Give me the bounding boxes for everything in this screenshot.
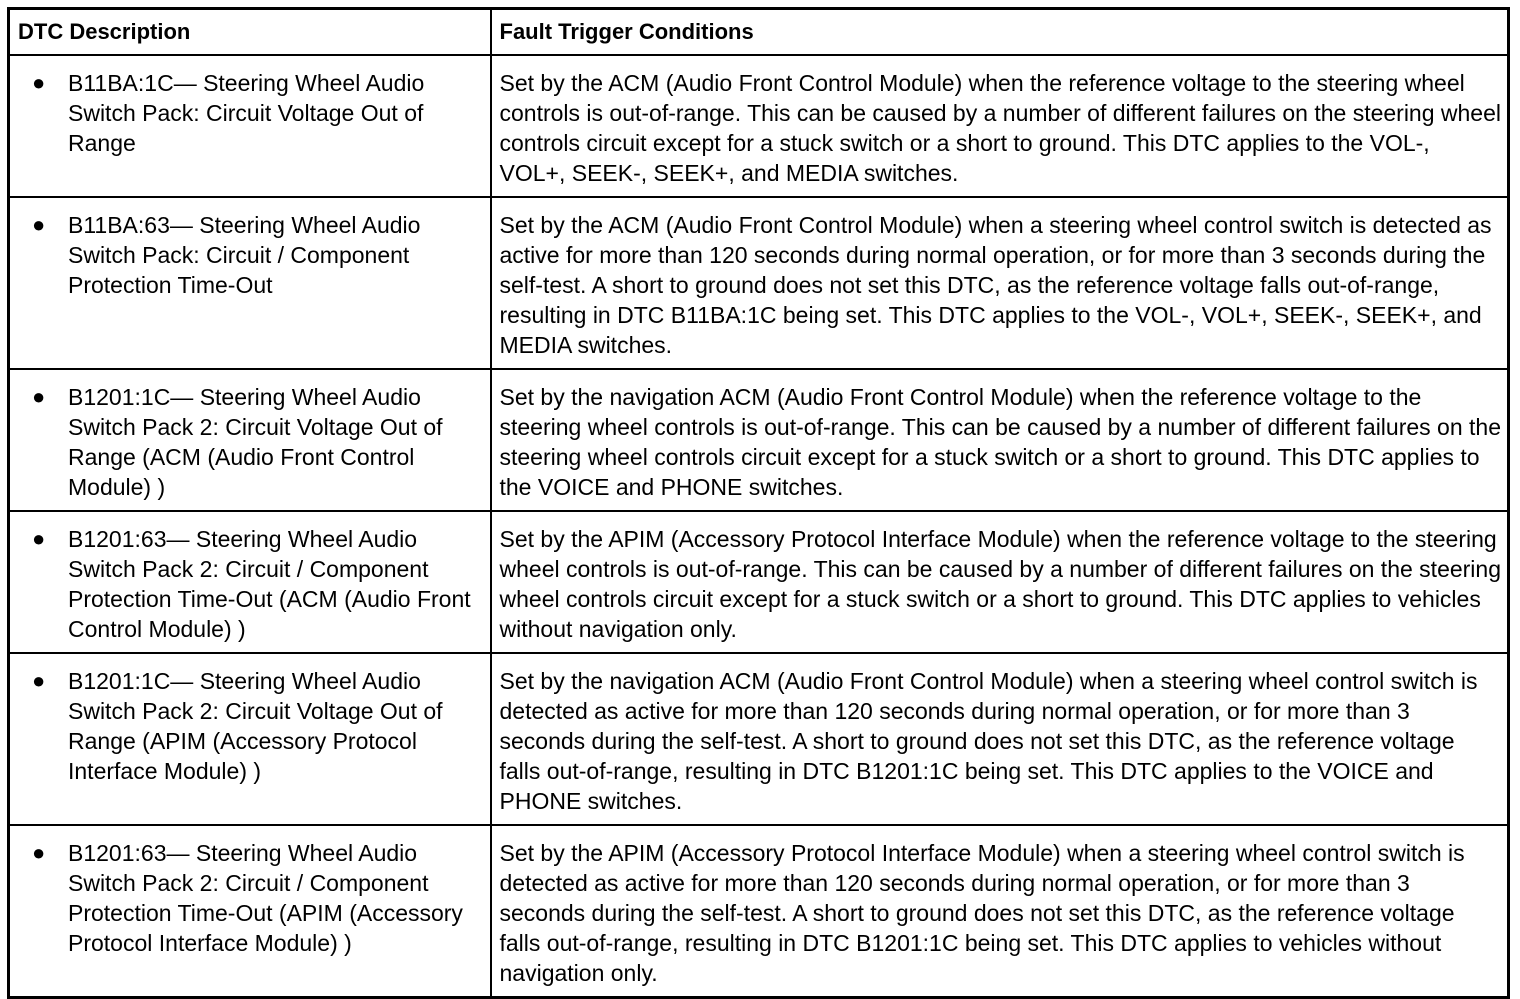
fault-trigger-conditions-cell: Set by the APIM (Accessory Protocol Interface Module) when a steering wheel control switch is detected as active for more than 120 seconds during normal operation, or for more than 3 seconds during the self-test. A short to ground does not set this DTC, as the reference voltage falls out-of-range, resulting in DTC B1201:1C being set. This DTC applies to vehicles without navigation only. bbox=[491, 825, 1509, 998]
dtc-description-cell bbox=[9, 197, 491, 369]
table-row bbox=[9, 511, 1509, 653]
bullet-icon: ● bbox=[32, 668, 46, 693]
bullet-icon: ● bbox=[32, 212, 46, 237]
dtc-description-cell bbox=[9, 511, 491, 653]
dtc-description-text: B1201:63— Steering Wheel Audio Switch Pack 2: Circuit / Component Protection Time-Out (ACM (Audio Front Control Module) ) bbox=[68, 526, 471, 642]
header-dtc-description: DTC Description bbox=[9, 9, 491, 56]
dtc-description-text: B11BA:1C— Steering Wheel Audio Switch Pack: Circuit Voltage Out of Range bbox=[68, 70, 425, 156]
dtc-description-cell bbox=[9, 653, 491, 825]
fault-trigger-conditions-cell: Set by the ACM (Audio Front Control Module) when a steering wheel control switch is detected as active for more than 120 seconds during normal operation, or for more than 3 seconds during the self-test. A short to ground does not set this DTC, as the reference voltage falls out-of-range, resulting in DTC B11BA:1C being set. This DTC applies to the VOL-, VOL+, SEEK-, SEEK+, and MEDIA switches. bbox=[491, 197, 1509, 369]
header-fault-trigger-conditions: Fault Trigger Conditions bbox=[491, 9, 1509, 56]
dtc-description-text: B11BA:63— Steering Wheel Audio Switch Pack: Circuit / Component Protection Time-Out bbox=[68, 212, 421, 298]
bullet-icon: ● bbox=[32, 526, 46, 551]
dtc-description-cell bbox=[9, 369, 491, 511]
dtc-description-cell bbox=[9, 825, 491, 998]
bullet-icon: ● bbox=[32, 384, 46, 409]
dtc-description-cell bbox=[9, 55, 491, 197]
dtc-description-text: B1201:63— Steering Wheel Audio Switch Pack 2: Circuit / Component Protection Time-Out (APIM (Accessory Protocol Interface Module) ) bbox=[68, 840, 463, 956]
dtc-description-text: B1201:1C— Steering Wheel Audio Switch Pack 2: Circuit Voltage Out of Range (APIM (Accessory Protocol Interface Module) ) bbox=[68, 668, 443, 784]
table-row bbox=[9, 653, 1509, 825]
table-header-row bbox=[9, 9, 1509, 56]
table-row bbox=[9, 825, 1509, 998]
fault-trigger-conditions-cell: Set by the ACM (Audio Front Control Module) when the reference voltage to the steering wheel controls is out-of-range. This can be caused by a number of different failures on the steering wheel controls circuit except for a stuck switch or a short to ground. This DTC applies to the VOL-, VOL+, SEEK-, SEEK+, and MEDIA switches. bbox=[491, 55, 1509, 197]
fault-trigger-conditions-cell: Set by the navigation ACM (Audio Front Control Module) when the reference voltage to the steering wheel controls is out-of-range. This can be caused by a number of different failures on the steering wheel controls circuit except for a stuck switch or a short to ground. This DTC applies to the VOICE and PHONE switches. bbox=[491, 369, 1509, 511]
table-row bbox=[9, 197, 1509, 369]
bullet-icon: ● bbox=[32, 840, 46, 865]
fault-trigger-conditions-cell: Set by the navigation ACM (Audio Front Control Module) when a steering wheel control switch is detected as active for more than 120 seconds during normal operation, or for more than 3 seconds during the self-test. A short to ground does not set this DTC, as the reference voltage falls out-of-range, resulting in DTC B1201:1C being set. This DTC applies to the VOICE and PHONE switches. bbox=[491, 653, 1509, 825]
table-row bbox=[9, 369, 1509, 511]
dtc-table bbox=[7, 7, 1510, 999]
dtc-description-text: B1201:1C— Steering Wheel Audio Switch Pack 2: Circuit Voltage Out of Range (ACM (Audio Front Control Module) ) bbox=[68, 384, 443, 500]
bullet-icon: ● bbox=[32, 70, 46, 95]
table-row bbox=[9, 55, 1509, 197]
fault-trigger-conditions-cell: Set by the APIM (Accessory Protocol Interface Module) when the reference voltage to the steering wheel controls is out-of-range. This can be caused by a number of different failures on the steering wheel controls circuit except for a stuck switch or a short to ground. This DTC applies to vehicles without navigation only. bbox=[491, 511, 1509, 653]
